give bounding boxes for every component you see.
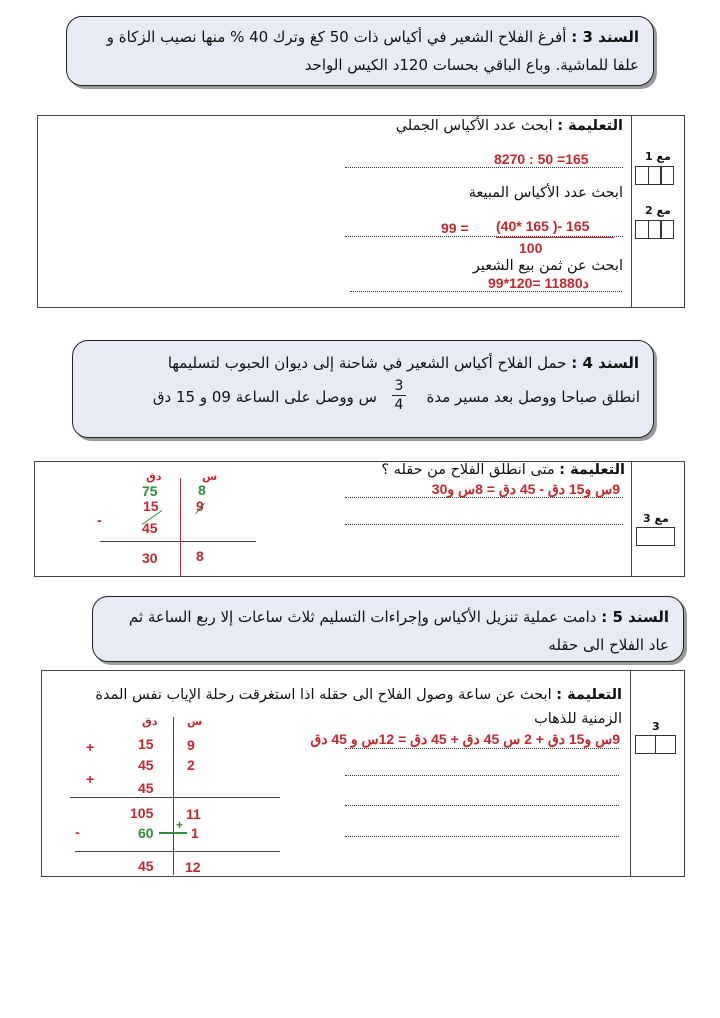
fraction-numerator: 3 (394, 378, 404, 394)
block3-answer: 9س و15 دق + 2 س 45 دق + 45 دق = 12س و 45 دق (310, 731, 620, 747)
block3-ma3-label: 3 (652, 720, 660, 733)
table2-r1-min: 75 (142, 483, 158, 499)
sanad4-fraction (392, 377, 406, 414)
table3-r3-min: 45 (138, 780, 154, 796)
sanad5-label: السند 5 : (601, 608, 669, 626)
block2-q: التعليمة : متى انطلق الفلاح من حقله ؟ (381, 462, 625, 478)
fraction-denominator: 4 (394, 397, 404, 413)
table2-head-hour: س (202, 470, 218, 483)
table3-carry-arrow (159, 832, 187, 834)
sanad3-label: السند 3 : (571, 28, 639, 46)
table3-hline1 (70, 797, 280, 798)
table3-plus1: + (86, 739, 95, 755)
block1-ma2-boxes (636, 220, 674, 239)
sanad5-box (92, 596, 684, 662)
block3-dots3 (345, 805, 619, 806)
sanad5-line2: عاد الفلاح الى حقله (548, 636, 669, 654)
score-box (660, 166, 674, 185)
block1-a3: 99*120= 11880د (488, 275, 589, 291)
block1-a2-main: (40* 165 )- 165 (496, 218, 590, 234)
table3-r2-hour: 2 (187, 757, 195, 773)
sanad4-line2a: انطلق صباحا ووصل بعد مسير مدة (426, 388, 640, 406)
table3-r2-min: 45 (138, 757, 154, 773)
table2-r3-min: 45 (142, 520, 158, 536)
block1-a2-fraction-bar (496, 237, 614, 238)
block1-q1: التعليمة : ابحث عدد الأكياس الجملي (395, 118, 623, 134)
table3-r1-hour: 9 (187, 737, 195, 753)
block2-answer: 9س و15 دق - 45 دق = 8س و30 (431, 481, 620, 497)
table3-r5-min: 60 (138, 825, 154, 841)
block2-frame (34, 461, 685, 577)
block3-dots1 (345, 748, 619, 749)
block3-q-line1: التعليمة : ابحث عن ساعة وصول الفلاح الى حقله اذا استغرقت رحلة الإياب نفس المدة (95, 687, 622, 703)
table3-r1-min: 15 (138, 736, 154, 752)
sanad4-line2b: س ووصل على الساعة 09 و 15 دق (152, 388, 377, 406)
block1-divider (631, 115, 632, 308)
sanad4-label: السند 4 : (571, 354, 639, 372)
table2-hline (100, 541, 256, 542)
score-box (655, 735, 676, 754)
block2-dots2 (345, 524, 623, 525)
table3-carry-plus: + (176, 818, 184, 832)
block2-ma3-boxes (637, 527, 675, 546)
table2-r4-min: 30 (142, 550, 158, 566)
table2-r4-hour: 8 (196, 548, 204, 564)
table3-head-hour: س (187, 715, 203, 728)
table3-plus2: + (86, 771, 95, 787)
table3-r6-hour: 12 (185, 859, 201, 875)
table3-head-min: دق (142, 715, 158, 728)
table3-minus: - (75, 824, 80, 840)
block3-ma3-boxes (636, 735, 676, 754)
sanad5-line1: السند 5 : دامت عملية تنزيل الأكياس وإجراءات التسليم ثلاث ساعات إلا ربع الساعة ثم (128, 608, 669, 626)
sanad4-line1: السند 4 : حمل الفلاح أكياس الشعير في شاحنة إلى ديوان الحبوب لتسليمها (167, 354, 639, 372)
score-box (635, 735, 656, 754)
block1-q1-dots (345, 167, 623, 168)
block1-q2: ابحث عدد الأكياس المبيعة (468, 185, 623, 201)
block1-a2-denominator: 100 (519, 240, 543, 256)
table2-vline (180, 478, 181, 576)
sanad3-line2: علفا للماشية. وباع الباقي بحسات 120د الكيس الواحد (304, 56, 639, 74)
table2-op: - (97, 512, 102, 528)
block1-q3: ابحث عن ثمن بيع الشعير (472, 258, 623, 274)
block3-q-line2: الزمنية للذهاب (534, 711, 622, 727)
block2-ma3-label: مع 3 (643, 512, 669, 525)
block3-dots4 (345, 836, 619, 837)
table2-r1-hour: 8 (198, 482, 206, 498)
block2-divider (631, 461, 632, 577)
table3-hline2 (75, 851, 280, 852)
block1-ma1-boxes (636, 166, 674, 185)
table3-r5-hour: 1 (191, 825, 199, 841)
table2-head-min: دق (146, 470, 162, 483)
table2-r2-hour: 9 (196, 498, 204, 514)
sanad3-box (66, 16, 654, 86)
score-box (660, 220, 674, 239)
block1-a2-left: 99 = (441, 220, 469, 236)
table2-r2-min: 15 (143, 498, 159, 514)
table3-r6-min: 45 (138, 858, 154, 874)
block3-dots2 (345, 775, 619, 776)
block1-a1: 8270 : 50 =165 (494, 151, 589, 167)
score-box (636, 527, 675, 546)
block1-ma1-label: مع 1 (645, 150, 671, 163)
table3-r4-min: 105 (130, 805, 154, 821)
block1-ma2-label: مع 2 (645, 204, 671, 217)
block3-divider (630, 670, 631, 877)
sanad3-line1: السند 3 : أفرغ الفلاح الشعير في أكياس ذات 50 كغ وترك 40 % منها نصيب الزكاة و (106, 28, 639, 46)
table3-r4-hour: 11 (186, 806, 201, 822)
